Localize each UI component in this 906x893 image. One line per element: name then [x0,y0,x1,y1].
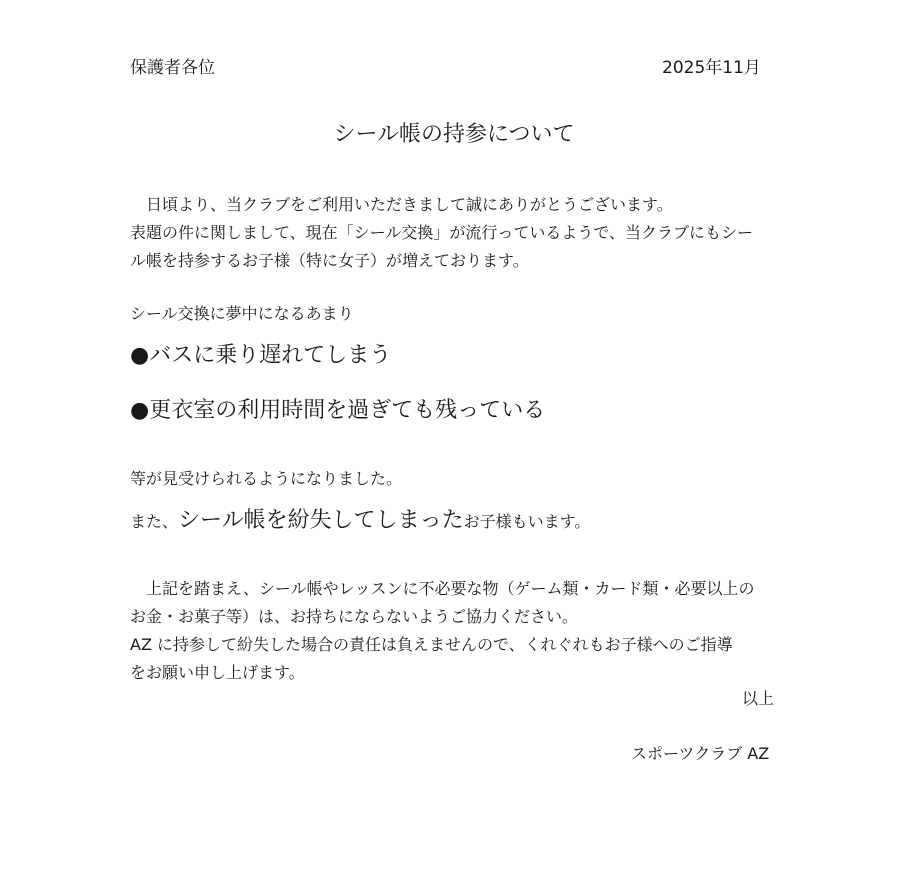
also-emphasis: シール帳を紛失してしまった [178,508,464,533]
date: 2025年11月 [662,58,761,78]
request-line: 上記を踏まえ、シール帳やレッスンに不必要な物（ゲーム類・カード類・必要以上の [130,579,755,598]
addressee: 保護者各位 [130,58,215,78]
intro-line: 日頃より、当クラブをご利用いただきまして誠にありがとうございます。 [130,195,673,214]
bullet-item: ●更衣室の利用時間を過ぎても残っている [130,398,546,423]
closing-word: 以上 [742,689,775,708]
also-suffix: お子様もいます。 [463,512,591,531]
request-line: お金・お菓子等）は、お持ちにならないようご協力ください。 [130,607,579,626]
bullet-item: ●バスに乗り遅れてしまう [130,343,392,368]
intro-line: 表題の件に関しまして、現在「シール交換」が流行っているようで、当クラブにもシー [130,223,754,242]
signature: スポーツクラブ AZ [631,744,770,763]
document-title: シール帳の持参について [333,122,575,147]
also-sentence [130,505,590,538]
intro-paragraph [130,191,780,275]
after-text: 等が見受けられるようになりました。 [130,469,403,488]
lead-text: シール交換に夢中になるあまり [130,304,354,323]
request-line: をお願い申し上げます。 [130,663,305,682]
also-prefix: また、 [130,512,179,531]
request-line: AZ に持参して紛失した場合の責任は負えませんので、くれぐれもお子様へのご指導 [130,635,733,654]
request-paragraph [130,575,780,687]
intro-line: ル帳を持参するお子様（特に女子）が増えております。 [130,251,529,270]
